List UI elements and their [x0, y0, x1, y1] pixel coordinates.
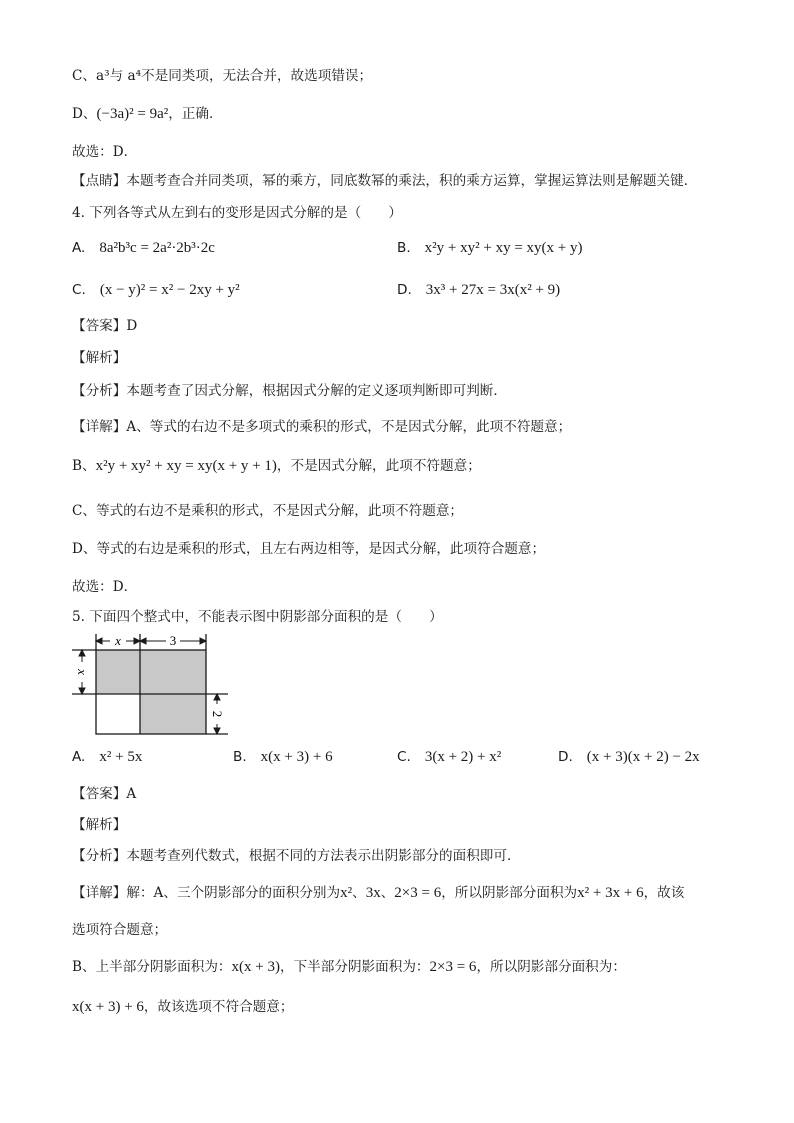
q5-detail-a: [72, 883, 734, 903]
q4-option-b: [397, 238, 582, 258]
shaded-cell-top-right: [140, 650, 206, 694]
q5-detail-tag: 【详解】: [72, 885, 127, 901]
q5-detail-b-math-1: x(x + 3): [231, 959, 280, 975]
q5-detail-a-math-1: x²: [340, 885, 353, 901]
q4-answer-tag: 【答案】: [72, 318, 127, 334]
q3-comment: [72, 171, 734, 191]
q5-detail-b: [72, 957, 734, 977]
q5-detail-a-math-3: 2×3 = 6: [394, 885, 442, 901]
q5-detail-a-text-3: ，故该: [643, 885, 685, 901]
q5-analysis-tag: 【解析】: [72, 817, 127, 833]
shaded-cell-bottom-right: [140, 694, 206, 734]
q4-option-b-label: B.: [397, 240, 411, 256]
q4-answer-value: D: [126, 318, 138, 334]
q3-option-c: [72, 66, 734, 86]
q5-detail-b-math-3: x(x + 3) + 6: [72, 999, 144, 1015]
q4-detail-a-text: A、等式的右边不是多项式的乘积的形式，不是因式分解，此项不符题意；: [126, 419, 572, 435]
q4-option-c-math: (x − y)² = x² − 2xy + y²: [99, 282, 240, 298]
q4-option-d-label: D.: [397, 282, 412, 298]
q5-fenxi-text: 本题考查列代数式，根据不同的方法表示出阴影部分的面积即可．: [126, 848, 521, 864]
q5-option-c: [397, 747, 501, 767]
q3-option-d: [72, 104, 734, 124]
q5-detail-a-text-2: ，所以阴影部分面积为: [441, 885, 578, 901]
q4-detail-tag: 【详解】: [72, 419, 127, 435]
q4-detail-d: D、等式的右边是乘积的形式，且左右两边相等，是因式分解，此项符合题意；: [72, 541, 546, 557]
q3-answer: 故选：D．: [72, 144, 138, 160]
q4-option-a: [72, 238, 215, 258]
q4-detail-b: [72, 456, 734, 476]
q5-detail-b-text-3: ，所以阴影部分面积为：: [476, 959, 626, 975]
q3-d-label: D、: [72, 106, 97, 122]
q5-answer-value: A: [126, 786, 137, 802]
q3-comment-tag: 【点睛】: [72, 173, 127, 189]
q5-stem: 5. 下面四个整式中，不能表示图中阴影部分面积的是（ ）: [72, 609, 443, 625]
q4-conclusion: 故选：D．: [72, 579, 138, 595]
q4-detail-b-math: x²y + xy² + xy = xy(x + y + 1): [95, 458, 277, 474]
q3-comment-text: 本题考查合并同类项，幂的乘方，同底数幂的乘法，积的乘方运算，掌握运算法则是解题关键．: [126, 173, 698, 189]
q4-detail-c: C、等式的右边不是乘积的形式，不是因式分解，此项不符题意；: [72, 503, 464, 519]
shaded-cell-top-left: [96, 650, 140, 694]
q5-detail-a-math-2: 3x: [365, 885, 381, 901]
q3-d-text: ，正确．: [168, 106, 223, 122]
q4-option-a-math: 8a²b³c = 2a²·2b³·2c: [99, 240, 215, 256]
q5-option-b-math: x(x + 3) + 6: [260, 749, 333, 765]
q4-option-d-math: 3x³ + 27x = 3x(x² + 9): [425, 282, 561, 298]
q5-fenxi-tag: 【分析】: [72, 848, 127, 864]
q5-option-a-label: A.: [72, 749, 86, 765]
q5-option-c-label: C.: [397, 749, 411, 765]
q5-figure: [72, 632, 232, 740]
q4-option-d: [397, 280, 560, 300]
q4-fenxi: [72, 381, 734, 401]
q5-option-c-math: 3(x + 2) + x²: [424, 749, 502, 765]
q4-detail-a: [72, 417, 734, 437]
q5-detail-b-math-2: 2×3 = 6: [429, 959, 477, 975]
q4-fenxi-tag: 【分析】: [72, 383, 127, 399]
q4-option-a-label: A.: [72, 240, 86, 256]
q5-detail-a-sep-2: 、: [380, 885, 395, 901]
q4-detail-b-label: B、: [72, 458, 96, 474]
q5-detail-b-text-4: ，故该选项不符合题意；: [143, 999, 294, 1015]
q5-detail-a-text-1: 解：A、三个阴影部分的面积分别为: [126, 885, 341, 901]
q5-option-d-math: (x + 3)(x + 2) − 2x: [586, 749, 700, 765]
q3-d-math: (−3a)² = 9a²: [96, 106, 169, 122]
q5-option-b: [233, 747, 333, 767]
q4-detail-b-text: ，不是因式分解，此项不符题意；: [276, 458, 481, 474]
q5-detail-b-cont: [72, 997, 734, 1017]
q5-detail-b-text-1: B、上半部分阴影面积为：: [72, 959, 232, 975]
q5-option-d: [558, 747, 700, 767]
q5-detail-a-math-4: x² + 3x + 6: [577, 885, 644, 901]
q5-fenxi: [72, 846, 734, 866]
q4-fenxi-text: 本题考查了因式分解，根据因式分解的定义逐项判断即可判断．: [126, 383, 507, 399]
q5-option-d-label: D.: [558, 749, 573, 765]
q5-option-b-label: B.: [233, 749, 247, 765]
figure-label-right-2: 2: [210, 710, 225, 718]
figure-label-left-x: x: [75, 669, 90, 675]
q4-option-c-label: C.: [72, 282, 86, 298]
q4-stem: 4. 下列各等式从左到右的变形是因式分解的是（ ）: [72, 205, 402, 221]
q5-option-a: [72, 747, 142, 767]
q4-answer: [72, 316, 734, 336]
q4-option-c: [72, 280, 240, 300]
q5-detail-a-cont: 选项符合题意；: [72, 922, 168, 938]
q5-detail-b-text-2: ，下半部分阴影面积为：: [279, 959, 430, 975]
q5-answer: [72, 784, 734, 804]
q5-option-a-math: x² + 5x: [99, 749, 143, 765]
figure-label-top-3: 3: [169, 633, 177, 648]
q3-c-label: C、: [72, 68, 96, 84]
shaded-area-diagram: [72, 632, 232, 736]
q4-option-b-math: x²y + xy² + xy = xy(x + y): [424, 240, 583, 256]
figure-label-top-x: x: [115, 633, 121, 648]
q4-analysis-tag: 【解析】: [72, 350, 127, 366]
q5-detail-a-sep-1: 、: [352, 885, 366, 901]
q3-c-text: a³与 a⁴不是同类项，无法合并，故选项错误；: [96, 68, 373, 84]
q5-answer-tag: 【答案】: [72, 786, 127, 802]
